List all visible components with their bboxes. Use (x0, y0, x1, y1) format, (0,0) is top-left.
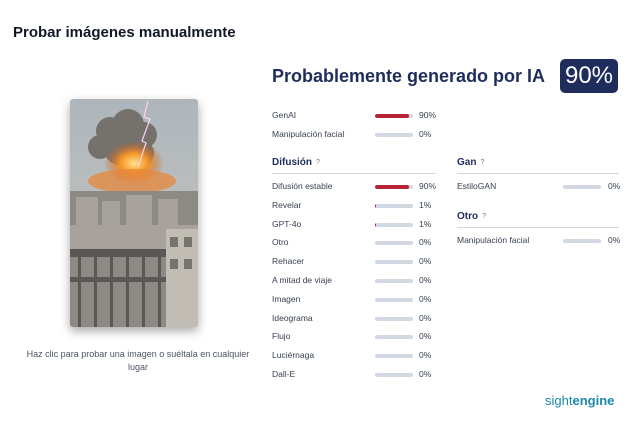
score-bar (375, 373, 413, 377)
score-row (272, 368, 449, 382)
score-label: A mitad de viaje (272, 275, 333, 285)
verdict-title: Probablemente generado por IA (272, 66, 546, 86)
score-bar (375, 335, 413, 339)
score-bar (563, 239, 601, 243)
image-upload-dropzone[interactable] (70, 99, 198, 327)
score-row (272, 128, 449, 142)
score-value: 0% (419, 129, 432, 139)
score-bar (375, 204, 413, 208)
section-title-text: Gan (457, 157, 477, 168)
section-title-text: Difusión (272, 157, 312, 168)
score-value: 0% (419, 293, 432, 304)
score-bar (375, 241, 413, 245)
score-row (272, 180, 449, 194)
score-label: Otro (272, 237, 289, 248)
help-icon[interactable]: ? (482, 213, 487, 220)
score-value: 0% (419, 369, 432, 379)
score-bar (375, 133, 413, 137)
score-bar (375, 223, 413, 227)
score-value: 0% (419, 331, 432, 342)
section-title-gan (457, 157, 484, 168)
score-value: 90% (419, 181, 437, 191)
score-label: GenAI (272, 110, 297, 120)
score-row (272, 274, 449, 288)
score-label: Difusión estable (272, 181, 333, 191)
score-value: 1% (419, 218, 432, 229)
score-value: 0% (608, 181, 621, 191)
score-badge: 90% (560, 59, 618, 93)
score-value: 90% (419, 110, 437, 120)
score-label: Flujo (272, 331, 291, 342)
page-title: Probar imágenes manualmente (13, 24, 236, 41)
score-value: 0% (419, 275, 432, 285)
score-label: Rehacer (272, 256, 305, 267)
score-row (272, 109, 449, 123)
score-row (457, 234, 638, 248)
score-bar (375, 260, 413, 264)
section-divider (457, 227, 619, 228)
score-bar (375, 354, 413, 358)
score-row (272, 218, 449, 232)
score-bar (375, 279, 413, 283)
score-row (272, 199, 449, 213)
score-label: Manipulación facial (272, 129, 345, 139)
score-bar (375, 185, 413, 189)
section-divider (457, 173, 619, 174)
score-row (457, 180, 638, 194)
section-divider (272, 173, 436, 174)
section-title-difusion (272, 157, 320, 168)
score-value: 0% (419, 312, 432, 323)
sightengine-logo[interactable]: sightengine (545, 393, 615, 408)
score-value: 0% (419, 237, 432, 248)
score-bar (375, 114, 413, 118)
uploaded-image (70, 99, 198, 327)
score-bar (563, 185, 601, 189)
upload-hint: Haz clic para probar una imagen o suéltala en cualquier lugar (26, 349, 250, 372)
score-row (272, 349, 449, 363)
score-bar (375, 317, 413, 321)
score-value: 0% (608, 235, 621, 245)
score-label: Manipulación facial (457, 235, 530, 245)
score-label: Imagen (272, 293, 301, 304)
score-value: 0% (419, 256, 432, 267)
section-title-text: Otro (457, 211, 479, 222)
section-title-otro (457, 211, 486, 222)
score-row (272, 236, 449, 250)
score-row (272, 293, 449, 307)
score-label: Luciérnaga (272, 350, 315, 361)
score-value: 0% (419, 350, 432, 361)
score-bar (375, 298, 413, 302)
score-value: 1% (419, 199, 432, 210)
score-row (272, 330, 449, 344)
score-bar-fill (375, 114, 409, 118)
score-label: Dall-E (272, 369, 296, 379)
help-icon[interactable]: ? (316, 159, 320, 166)
score-label: EstiloGAN (457, 181, 497, 191)
score-label: Ideograma (272, 312, 313, 323)
score-label: GPT-4o (272, 218, 302, 229)
score-label: Revelar (272, 199, 302, 210)
score-row (272, 312, 449, 326)
score-bar-fill (375, 185, 409, 189)
score-row (272, 255, 449, 269)
help-icon[interactable]: ? (480, 159, 485, 166)
